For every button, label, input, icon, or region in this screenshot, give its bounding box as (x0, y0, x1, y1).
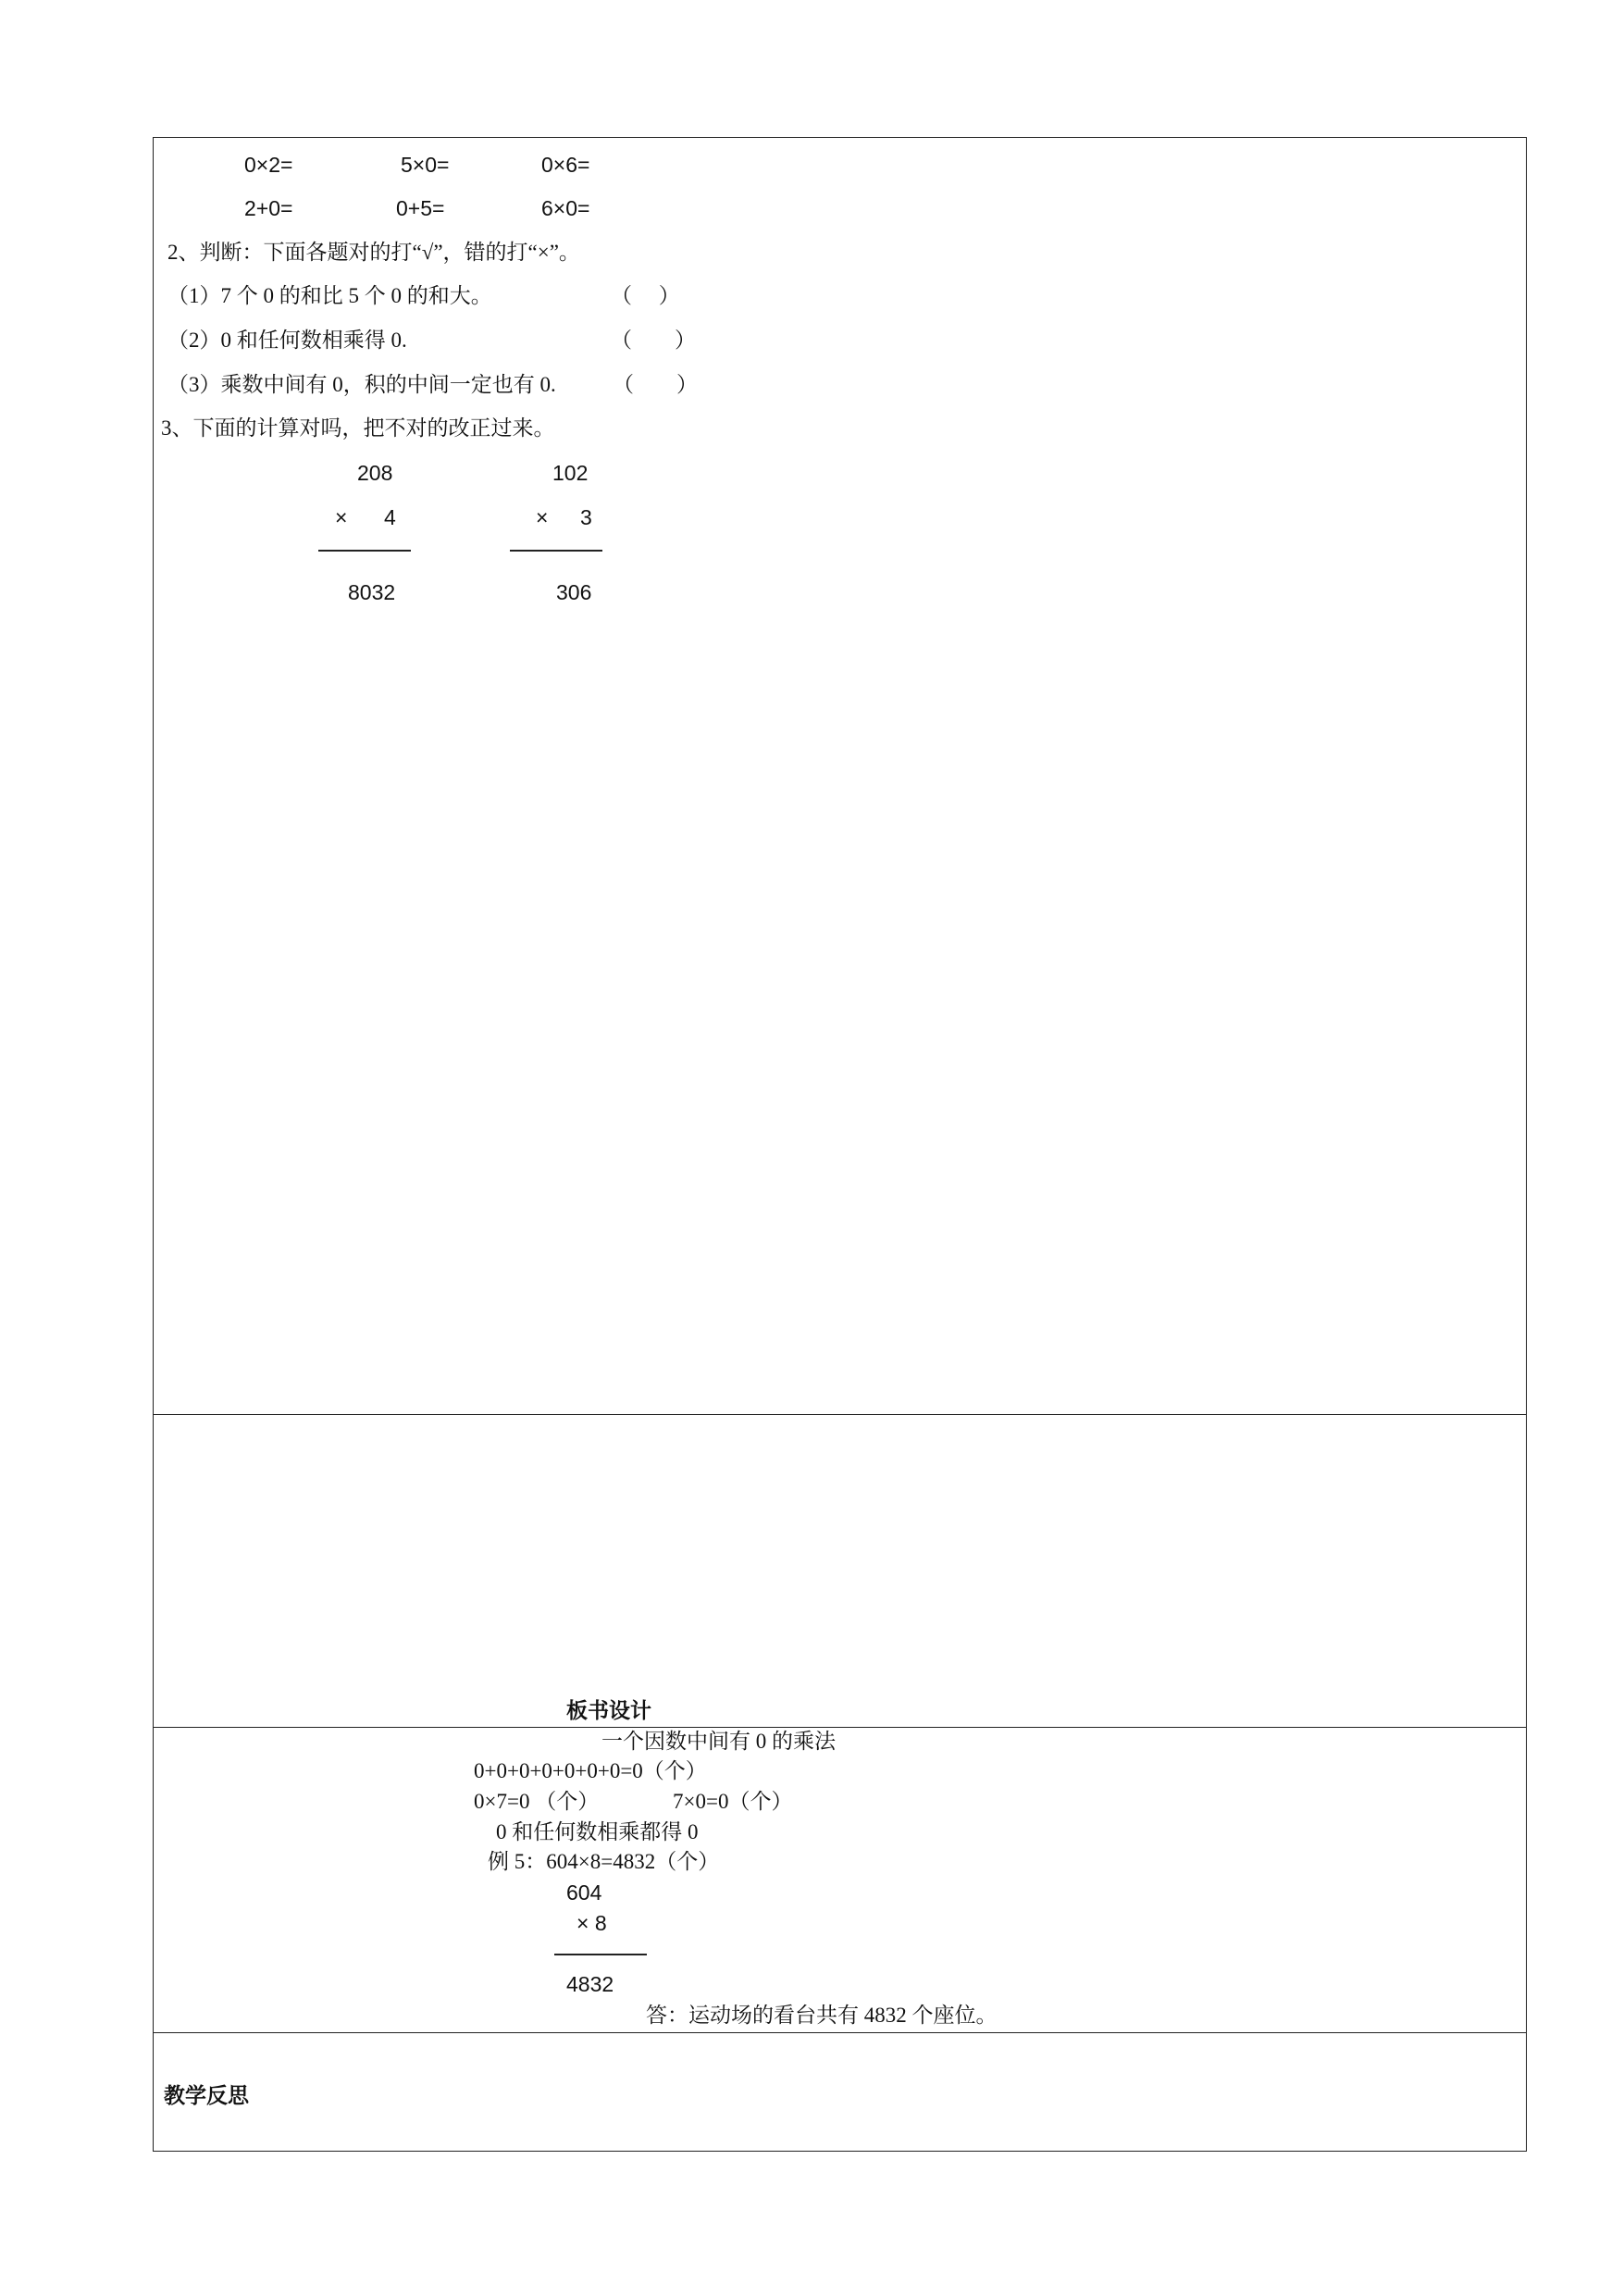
board-calc-result: 4832 (566, 1972, 614, 1996)
board-line-3: 0 和任何数相乘都得 0 (496, 1820, 699, 1843)
calc2-result: 306 (556, 580, 592, 604)
judgement-question-title: 2、判断：下面各题对的打“√”，错的打“×”。 (167, 241, 580, 264)
judgement-blank-1: （ ） (611, 284, 680, 307)
judgement-blank-2: （ ） (611, 329, 696, 352)
reflection-heading: 教学反思 (164, 2083, 249, 2107)
exercise-row2-a: 2+0= (244, 196, 293, 220)
board-answer: 答：运动场的看台共有 4832 个座位。 (646, 2004, 998, 2027)
calc2-operator: × (536, 505, 549, 529)
judgement-item-1: （1）7 个 0 的和比 5 个 0 的和大。 (167, 284, 492, 307)
table-divider-1 (153, 1414, 1527, 1415)
calc1-result: 8032 (348, 580, 396, 604)
calc1-multiplier: 4 (384, 505, 396, 529)
table-divider-3 (153, 2032, 1527, 2033)
board-title: 一个因数中间有 0 的乘法 (601, 1730, 836, 1753)
board-design-heading: 板书设计 (566, 1698, 651, 1722)
judgement-item-2: （2）0 和任何数相乘得 0. (167, 329, 407, 352)
board-line-1: 0+0+0+0+0+0+0=0（个） (474, 1759, 707, 1782)
calc1-rule (318, 550, 411, 552)
judgement-blank-3: （ ） (613, 373, 698, 396)
exercise-row1-b: 5×0= (401, 153, 450, 177)
board-line-2a: 0×7=0 （个） (474, 1790, 600, 1813)
board-calc-multiplier: × 8 (576, 1911, 607, 1935)
board-example: 例 5：604×8=4832（个） (488, 1850, 720, 1873)
judgement-item-3: （3）乘数中间有 0，积的中间一定也有 0. (167, 373, 556, 396)
table-divider-2 (153, 1727, 1527, 1728)
board-line-2b: 7×0=0（个） (673, 1790, 793, 1813)
calc2-top: 102 (552, 461, 589, 485)
calc2-rule (510, 550, 602, 552)
exercise-row1-c: 0×6= (541, 153, 590, 177)
board-calc-top: 604 (566, 1880, 602, 1905)
calc2-multiplier: 3 (580, 505, 592, 529)
board-calc-rule (554, 1954, 647, 1955)
calc1-operator: × (335, 505, 348, 529)
exercise-row2-b: 0+5= (396, 196, 445, 220)
calc1-top: 208 (357, 461, 393, 485)
correction-question-title: 3、下面的计算对吗，把不对的改正过来。 (161, 416, 555, 440)
exercise-row2-c: 6×0= (541, 196, 590, 220)
exercise-row1-a: 0×2= (244, 153, 293, 177)
